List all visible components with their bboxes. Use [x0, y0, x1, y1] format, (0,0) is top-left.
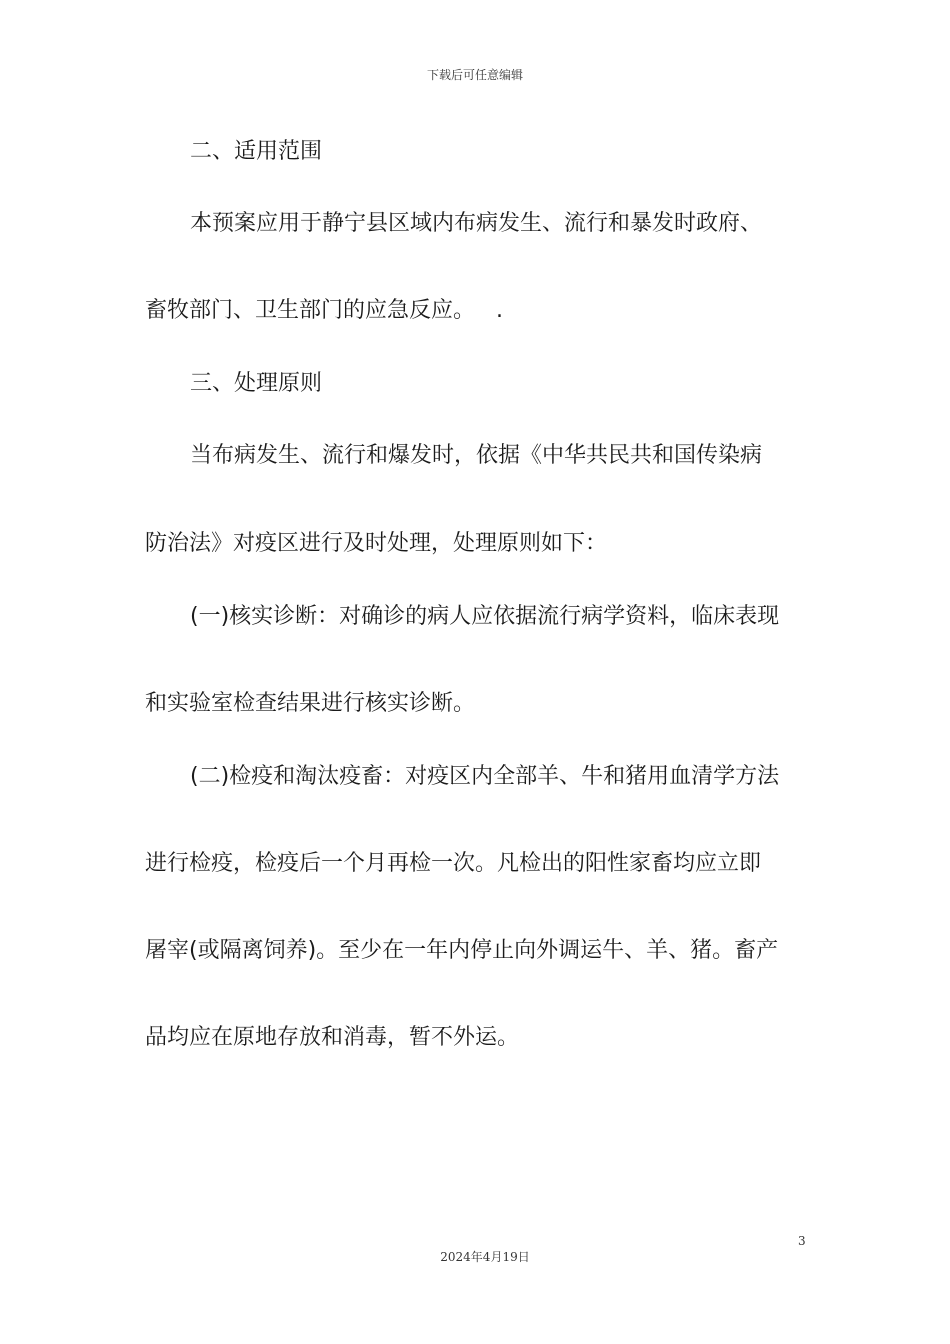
footer-date: 2024年4月19日 — [440, 1250, 530, 1264]
list-item-line: (二)检疫和淘汰疫畜：对疫区内全部羊、牛和猪用血清学方法 — [190, 764, 780, 789]
paragraph-line: 防治法》对疫区进行及时处理，处理原则如下： — [145, 531, 608, 556]
list-item-line: 进行检疫，检疫后一个月再检一次。凡检出的阳性家畜均应立即 — [145, 851, 762, 876]
page-header: 下载后可任意编辑 — [426, 68, 523, 82]
stray-mark: . — [496, 298, 504, 323]
section-heading-principles: 三、处理原则 — [190, 371, 323, 396]
list-item-line: 和实验室检查结果进行核实诊断。 — [145, 691, 476, 716]
paragraph-line: 当布病发生、流行和爆发时，依据《中华共民共和国传染病 — [190, 443, 763, 468]
list-item-line: 品均应在原地存放和消毒，暂不外运。 — [145, 1025, 520, 1050]
page-number: 3 — [798, 1234, 806, 1248]
paragraph-text: 畜牧部门、卫生部门的应急反应。 — [145, 298, 476, 323]
list-item-line: 屠宰(或隔离饲养)。至少在一年内停止向外调运牛、羊、猪。畜产 — [145, 938, 779, 963]
list-item-line: (一)核实诊断：对确诊的病人应依据流行病学资料，临床表现 — [190, 604, 780, 629]
paragraph-line — [145, 296, 503, 326]
paragraph-line: 本预案应用于静宁县区域内布病发生、流行和暴发时政府、 — [190, 211, 763, 236]
section-heading-scope: 二、适用范围 — [190, 139, 323, 164]
